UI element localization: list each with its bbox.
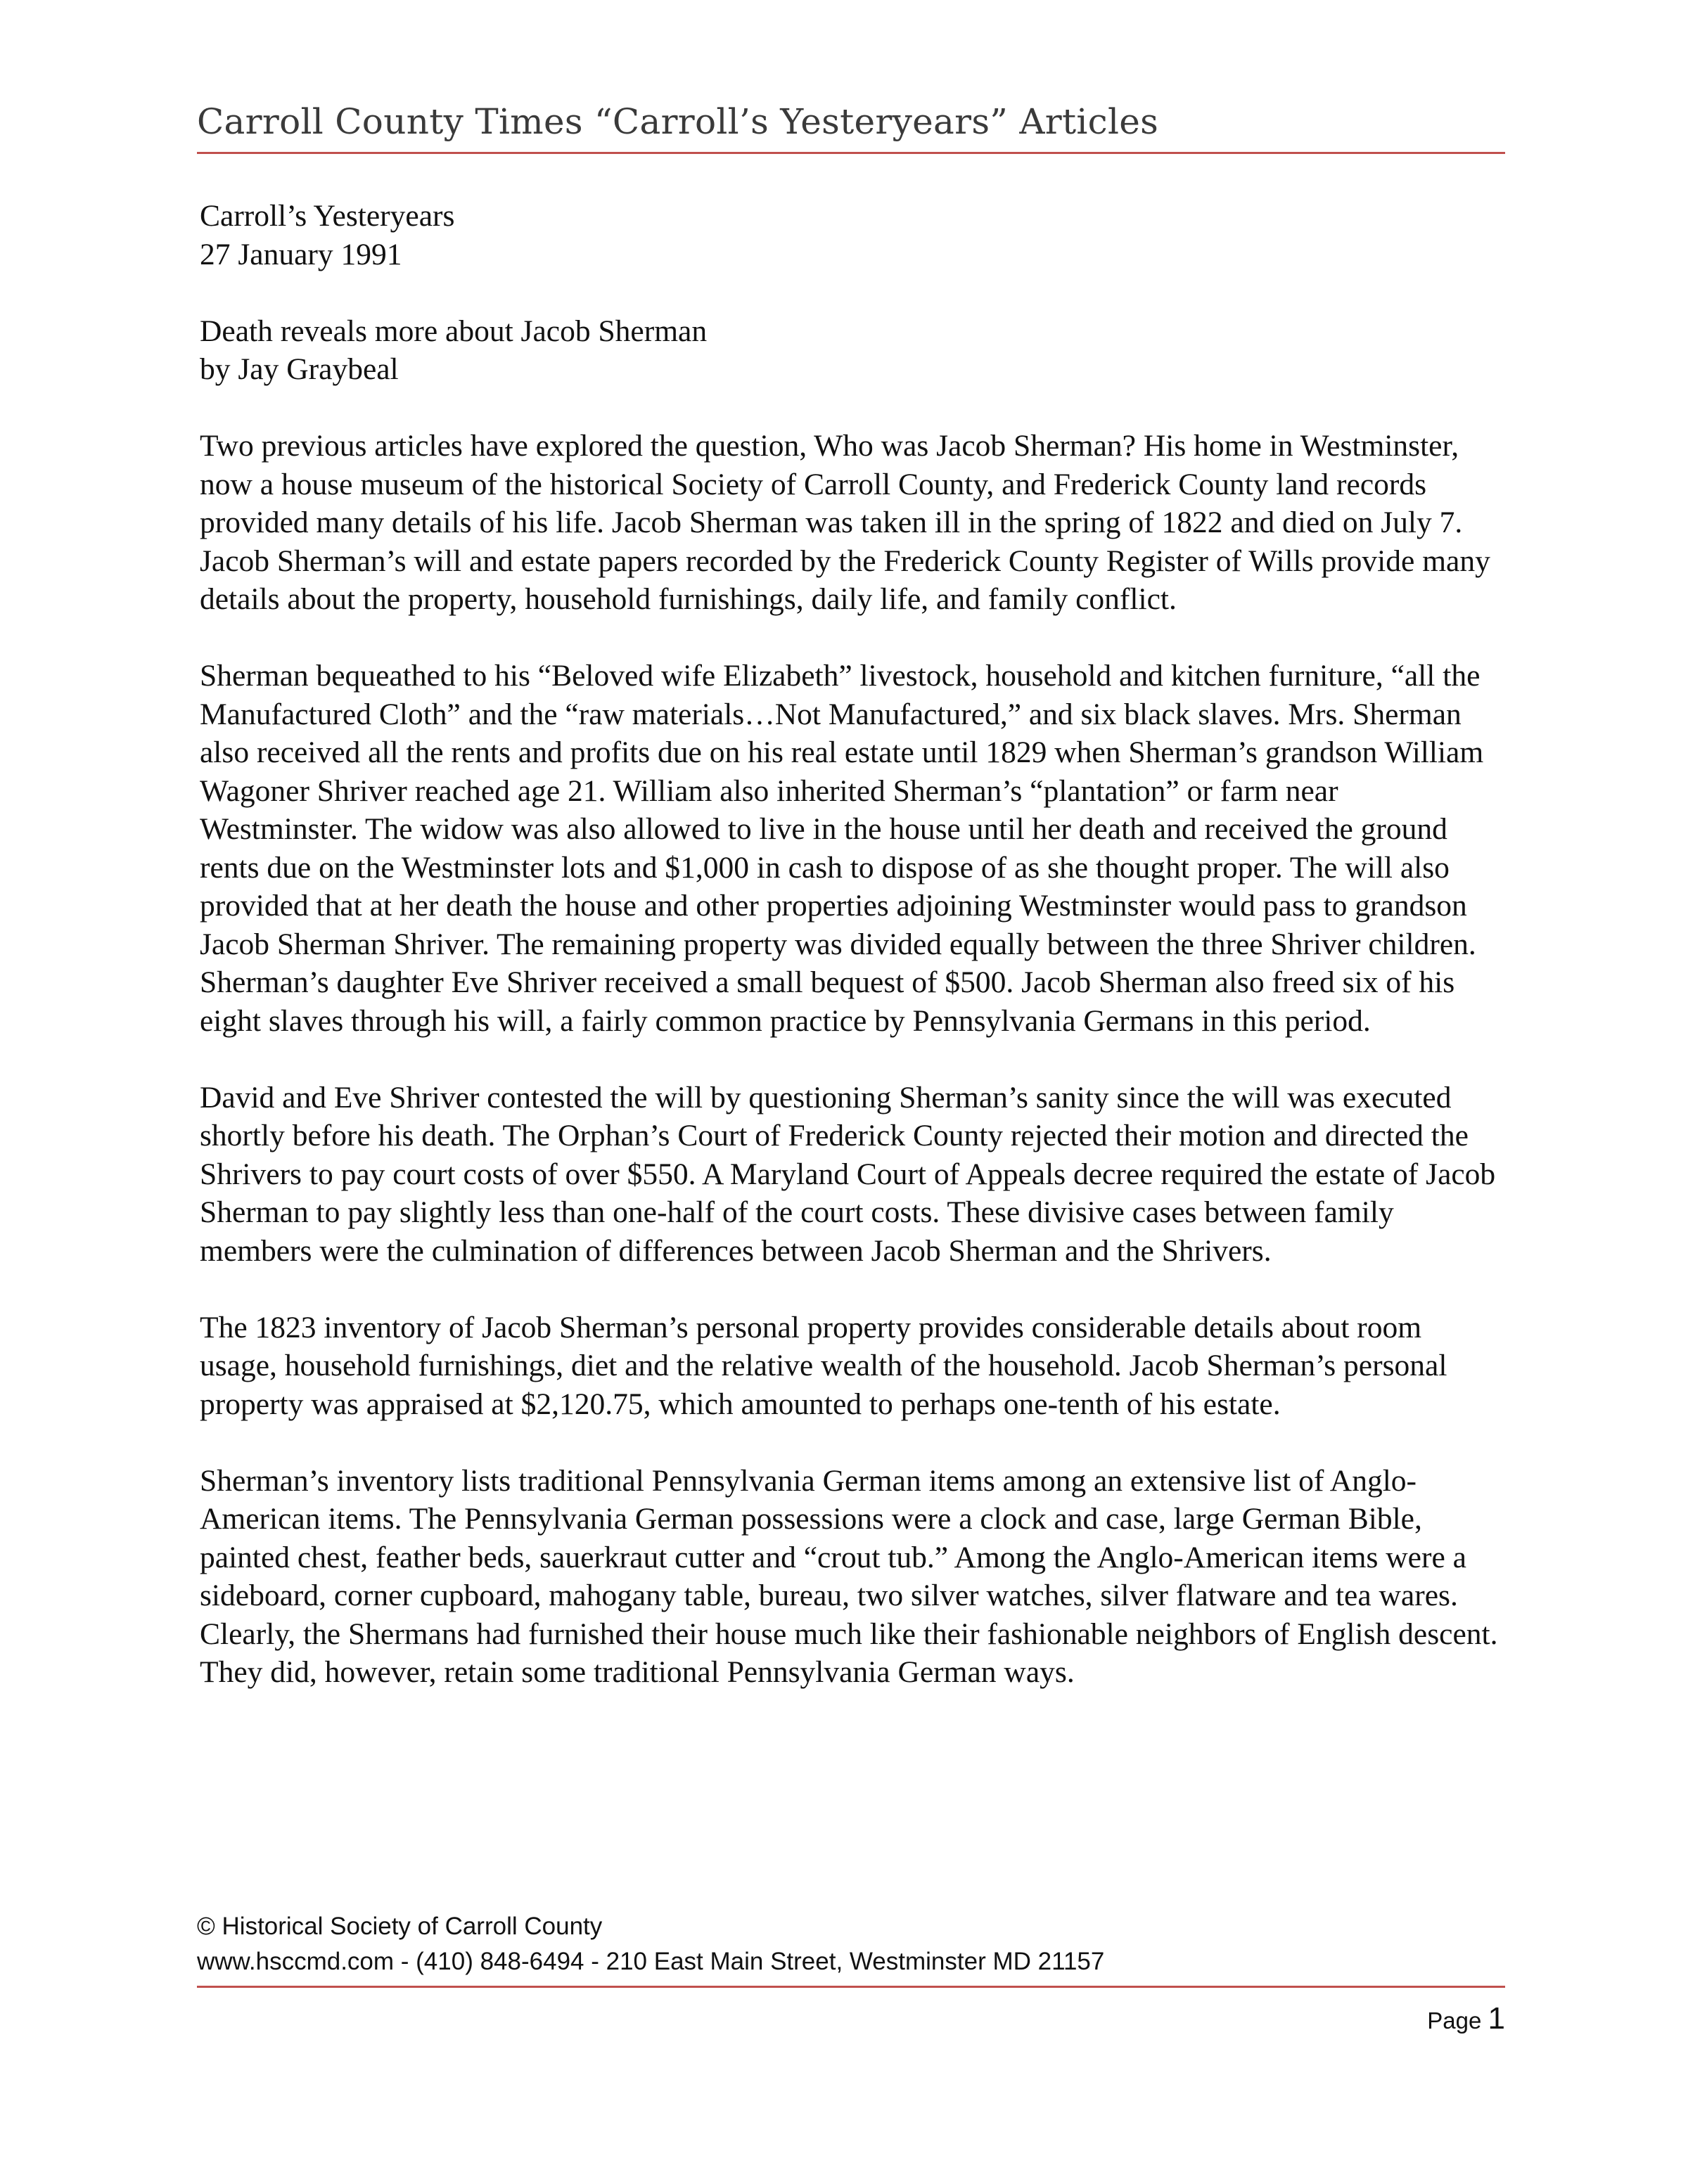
column-name: Carroll’s Yesteryears [200,199,455,233]
page-label: Page [1427,2008,1482,2034]
byline: by Jay Graybeal [200,352,399,386]
page-number [1427,2001,1505,2036]
paragraph: The 1823 inventory of Jacob Sherman’s personal property provides considerable details about room usage, household furnishings, diet and the relative wealth of the household. Jacob Sherman’s personal property was appraised at $2,120.75, which amounted to perhaps one-tenth of his estate. [200,1310,1447,1421]
page-header-title: Carroll County Times “Carroll’s Yesteryears” Articles [197,101,1159,142]
page-number-value: 1 [1488,2001,1505,2036]
article-date: 27 January 1991 [200,237,402,271]
footer-divider [197,1986,1505,1988]
paragraph: Sherman bequeathed to his “Beloved wife Elizabeth” livestock, household and kitchen furniture, “all the Manufactured Cloth” and the “raw materials…Not Manufactured,” and six black slaves. Mrs. Sherman also received all the rents and profits due on his real estate until 1829 when Sherman’s grandson William Wagoner Shriver reached age 21. William also inherited Sherman’s “plantation” or farm near Westminster. The widow was also allowed to live in the house until her death and received the ground rents due on the Westminster lots and $1,000 in cash to dispose of as she thought proper. The will also provided that at her death the house and other properties adjoining Westminster would pass to grandson Jacob Sherman Shriver. The remaining property was divided equally between the three Shriver children. Sherman’s daughter Eve Shriver received a small bequest of $500. Jacob Sherman also freed six of his eight slaves through his will, a fairly common practice by Pennsylvania Germans in this period. [200,659,1484,1038]
article-heading [200,312,1501,389]
footer-contact: www.hsccmd.com - (410) 848-6494 - 210 East Main Street, Westminster MD 21157 [197,1948,1105,1975]
article-meta [200,197,1501,274]
paragraph: Two previous articles have explored the question, Who was Jacob Sherman? His home in Westminster, now a house museum of the historical Society of Carroll County, and Frederick County land records provided many details of his life. Jacob Sherman was taken ill in the spring of 1822 and died on July 7. Jacob Sherman’s will and estate papers recorded by the Frederick County Register of Wills provide many details about the property, household furnishings, daily life, and family conflict. [200,429,1490,616]
footer-copyright: © Historical Society of Carroll County [197,1913,603,1940]
paragraph: Sherman’s inventory lists traditional Pennsylvania German items among an extensive list of Anglo-American items. The Pennsylvania German possessions were a clock and case, large German Bible, painted chest, feather beds, sauerkraut cutter and “crout tub.” Among the Anglo-American items were a sideboard, corner cupboard, mahogany table, bureau, two silver watches, silver flatware and tea wares. Clearly, the Shermans had furnished their house much like their fashionable neighbors of English descent. They did, however, retain some traditional Pennsylvania German ways. [200,1463,1498,1689]
paragraph: David and Eve Shriver contested the will by questioning Sherman’s sanity since the will was executed shortly before his death. The Orphan’s Court of Frederick County rejected their motion and directed the Shrivers to pay court costs of over $550. A Maryland Court of Appeals decree required the estate of Jacob Sherman to pay slightly less than one-half of the court costs. These divisive cases between family members were the culmination of differences between Jacob Sherman and the Shrivers. [200,1080,1496,1268]
article-body [200,197,1501,1730]
headline: Death reveals more about Jacob Sherman [200,314,708,348]
header-divider [197,152,1505,154]
